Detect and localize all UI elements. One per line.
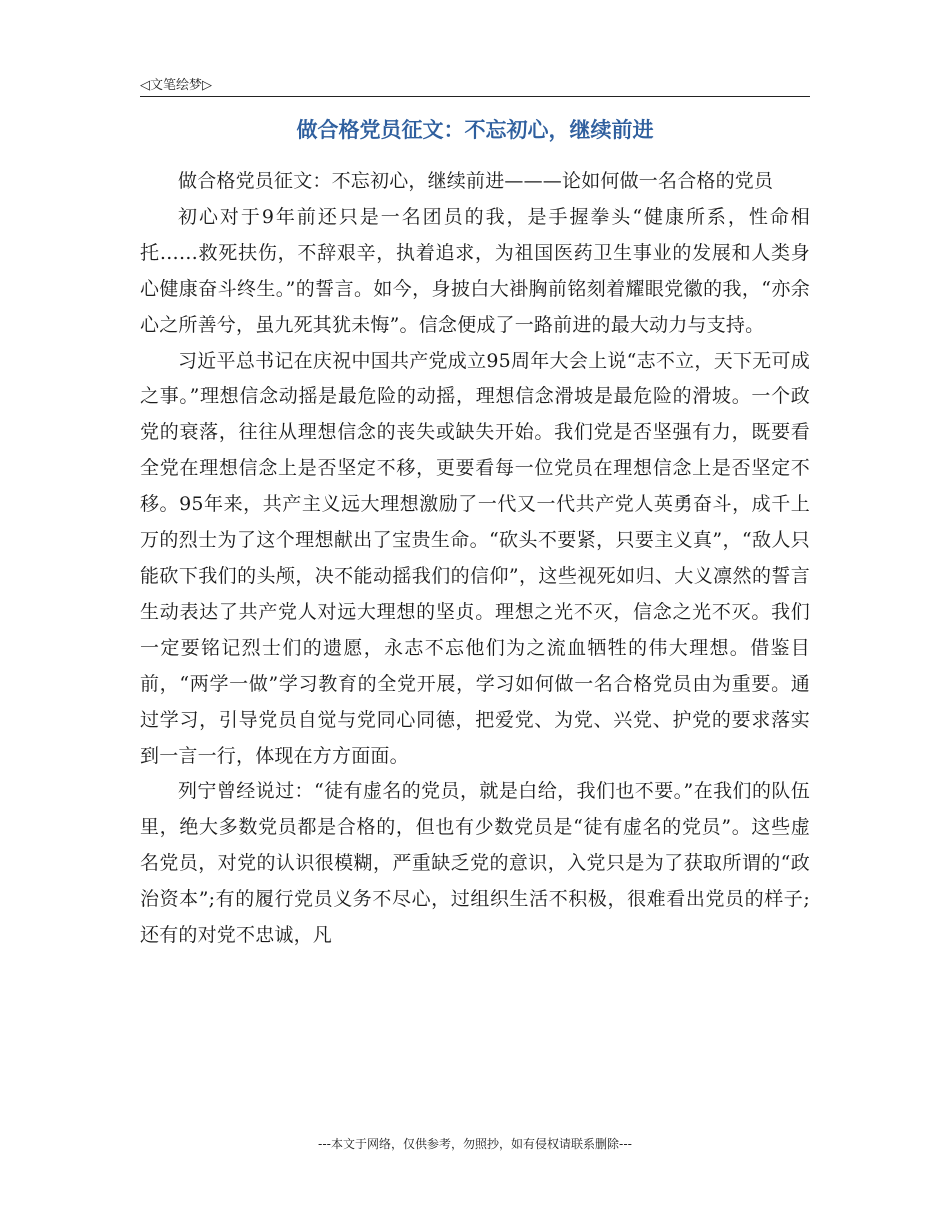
paragraph-subtitle: 做合格党员征文：不忘初心，继续前进———论如何做一名合格的党员 (178, 170, 774, 192)
paragraph-original-aspiration: 初心对于9年前还只是一名团员的我，是手握拳头“健康所系，性命相托……救死扶伤，不辞艰辛，执着追求，为祖国医药卫生事业的发展和人类身心健康奋斗终生。”的誓言。如今，身披白大褂胸前铭刻着耀眼党徽的我，“亦余心之所善兮，虽九死其犹未悔”。信念便成了一路前进的最大动力与支持。 (140, 205, 810, 336)
header-brand-text: ◁文笔绘梦▷ (140, 78, 212, 93)
paragraph-ideals-and-beliefs: 习近平总书记在庆祝中国共产党成立95周年大会上说“志不立，天下无可成之事。”理想信念动摇是最危险的动摇，理想信念滑坡是最危险的滑坡。一个政党的衰落，往往从理想信念的丧失或缺失开始。我们党是否坚强有力，既要看全党在理想信念上是否坚定不移，更要看每一位党员在理想信念上是否坚定不移。95年来，共产主义远大理想激励了一代又一代共产党人英勇奋斗，成千上万的烈士为了这个理想献出了宝贵生命。“砍头不要紧，只要主义真”，“敌人只能砍下我们的头颅，决不能动摇我们的信仰”，这些视死如归、大义凛然的誓言生动表达了共产党人对远大理想的坚贞。理想之光不灭，信念之光不灭。我们一定要铭记烈士们的遗愿，永志不忘他们为之流血牺牲的伟大理想。借鉴目前，“两学一做”学习教育的全党开展，学习如何做一名合格党员由为重要。通过学习，引导党员自觉与党同心同德，把爱党、为党、兴党、护党的要求落实到一言一行，体现在方方面面。 (140, 349, 810, 767)
document-body (140, 164, 810, 954)
page-footer-disclaimer: ---本文于网络，仅供参考，勿照抄，如有侵权请联系删除--- (318, 1137, 632, 1151)
page-header (140, 68, 810, 97)
paragraph-lenin-quote: 列宁曾经说过：“徒有虚名的党员，就是白给，我们也不要。”在我们的队伍里，绝大多数党员都是合格的，但也有少数党员是“徒有虚名的党员”。这些虚名党员，对党的认识很模糊，严重缺乏党的意识，入党只是为了获取所谓的“政治资本”;有的履行党员义务不尽心，过组织生活不积极，很难看出党员的样子;还有的对党不忠诚，凡 (140, 780, 810, 947)
document-title: 做合格党员征文：不忘初心，继续前进 (296, 118, 654, 142)
